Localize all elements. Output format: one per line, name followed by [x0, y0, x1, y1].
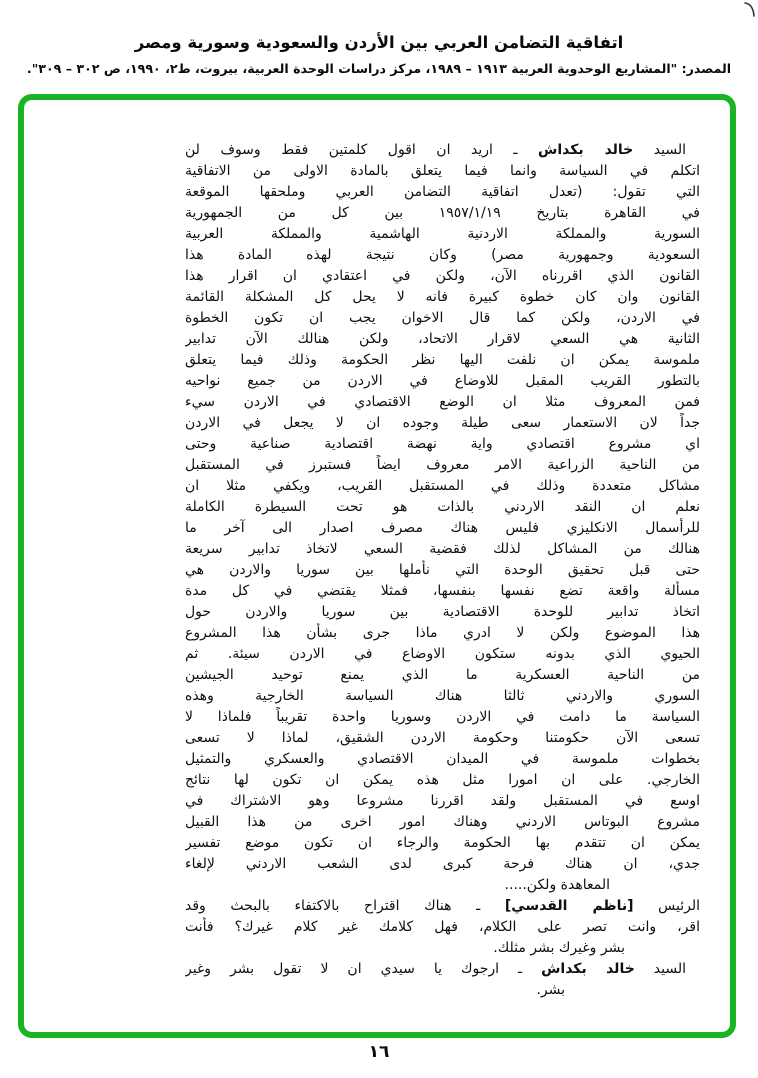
text-line — [185, 770, 700, 791]
speaker-name: خالد بكداش — [538, 142, 634, 158]
text-run: اقر، وانت تصر على الكلام، فهل كلامك غير كلام غيرك؟ فأنت — [185, 919, 700, 935]
text-run: بخطوات ملموسة في الميدان الاقتصادي والعسكري والتمثيل — [185, 751, 700, 767]
text-run: مشاكل متعددة وذلك في المستقبل القريب، ويكفي مثلا ان — [185, 478, 700, 494]
text-line — [185, 182, 700, 203]
text-line — [185, 707, 700, 728]
text-run: الثانية هي السعي لاقرار الاتحاد، ولكن هنالك الآن تدابير — [185, 331, 700, 347]
text-run: هنالك من المشاكل لذلك فقضية السعي لاتخاذ تدابير سريعة — [185, 541, 700, 557]
text-run: من الناحية العسكرية ما الذي يمنع توحيد الجيشين — [185, 667, 700, 683]
text-line — [185, 371, 700, 392]
text-line — [185, 140, 700, 161]
speaker-name: خالد بكداش — [541, 961, 635, 977]
text-line — [185, 266, 700, 287]
text-run: القانون وان كان خطوة كبيرة فانه لا يحل كل المشكلة القائمة — [185, 289, 700, 305]
text-run: نعلم ان النقد الاردني بالذات هو تحت السيطرة الكاملة — [185, 499, 700, 515]
text-run: ملموسة يمكن ان نلفت اليها نظر الحكومة وذلك فيما يتعلق — [185, 352, 700, 368]
text-run: مشروع البوتاس الاردني وهناك امور اخرى من هذا القبيل — [185, 814, 700, 830]
text-run: الحيوي الذي بدونه ستكون الاوضاع في الاردن سيئة. ثم — [185, 646, 700, 662]
text-run: المعاهدة ولكن..... — [504, 877, 610, 893]
text-line — [185, 665, 700, 686]
text-line — [185, 623, 700, 644]
text-run: اي مشروع اقتصادي واية نهضة اقتصادية صناعية وحتى — [185, 436, 700, 452]
text-line — [185, 350, 700, 371]
text-run: يمكن ان تتقدم بها الحكومة والرجاء ان تكون موضع تفسير — [185, 835, 700, 851]
source-citation: المصدر: "المشاريع الوحدوية العربية ١٩١٣ – ١٩٨٩، مركز دراسات الوحدة العربية، بيروت، ط٢، ١٩٩٠، ص ٣٠٢ – ٣٠٩". — [26, 61, 732, 76]
text-line — [185, 644, 700, 665]
text-run: من الناحية الزراعية الامر معروف ايضاً فستبرز في المستقبل — [185, 457, 700, 473]
text-run: القانون الذي اقررناه الآن، ولكن في اعتقادي ان اقرار هذا — [185, 268, 700, 284]
text-run: جدي، ان هناك فرحة كبرى لدى الشعب الاردني لإلغاء — [185, 856, 700, 872]
text-line — [185, 560, 700, 581]
text-run: اوسع في المستقبل ولقد اقررنا مشروعا وهو الاشتراك في — [185, 793, 700, 809]
text-run: السيد — [633, 142, 687, 158]
text-line — [185, 917, 700, 938]
text-run: في الاردن، ولكن كما قال الاخوان يجب ان تكون الخطوة — [185, 310, 700, 326]
stray-pen-mark-icon — [743, 1, 757, 18]
text-line — [185, 518, 700, 539]
text-line — [185, 728, 700, 749]
text-line — [185, 455, 700, 476]
text-run: مسألة واقعة تضع نفسها بنفسها، فمثلا يقتضي في كل مدة — [185, 583, 700, 599]
text-run: الرئيس — [633, 898, 700, 914]
page-number: ١٦ — [368, 1042, 390, 1062]
text-run: في القاهرة بتاريخ ١٩٥٧/١/١٩ بين كل من الجمهورية — [185, 205, 700, 221]
text-line — [185, 224, 700, 245]
document-title: اتفاقية التضامن العربي بين الأردن والسعودية وسورية ومصر — [134, 33, 624, 52]
text-run: ـ ارجوك يا سيدي ان لا تقول بشر وغير — [185, 961, 542, 977]
text-run: ـ اريد ان اقول كلمتين فقط وسوف لن — [185, 142, 539, 158]
text-line — [185, 329, 700, 350]
text-run: ـ هناك اقتراح بالاكتفاء بالبحث وقد — [185, 898, 505, 914]
text-run: السعودية وجمهورية مصر) وكان نتيجة لهذه المادة هذا — [185, 247, 700, 263]
text-line — [185, 161, 700, 182]
text-run: حتى قبل تحقيق الوحدة التي نأملها بين سوريا والاردن هي — [185, 562, 700, 578]
text-line — [185, 980, 700, 1001]
text-run: بالتطور القريب المقبل للاوضاع في الاردن من جميع نواحيه — [185, 373, 700, 389]
text-run: السوري والاردني ثالثا هناك السياسة الخارجية وهذه — [185, 688, 700, 704]
speaker-name: [ناظم القدسي] — [504, 898, 634, 914]
text-run: اتخاذ تدابير للوحدة الاقتصادية بين سوريا والاردن حول — [185, 604, 700, 620]
text-line — [185, 749, 700, 770]
text-line — [185, 875, 700, 896]
text-line — [185, 245, 700, 266]
text-run: بشر وغيرك بشر مثلك. — [493, 940, 625, 956]
text-line — [185, 959, 700, 980]
text-run: للرأسمال الانكليزي فليس هناك مصرف اصدار الى آخر ما — [185, 520, 700, 536]
text-line — [185, 812, 700, 833]
text-run: الخارجي. على ان امورا مثل هذه يمكن ان تكون لها نتائج — [185, 772, 700, 788]
text-line — [185, 434, 700, 455]
text-line — [185, 686, 700, 707]
text-line — [185, 476, 700, 497]
text-run: السياسة ما دامت في الاردن وسوريا واحدة تقريباً فلماذا لا — [185, 709, 700, 725]
text-line — [185, 938, 700, 959]
text-line — [185, 203, 700, 224]
text-line — [185, 413, 700, 434]
text-run: تسعى الآن حكومتنا وحكومة الاردن الشقيق، لماذا لا تسعى — [185, 730, 700, 746]
body-text — [185, 140, 700, 1001]
text-run: اتكلم في السياسة وانما فيما يتعلق بالمادة الاولى من الاتفاقية — [185, 163, 700, 179]
text-run: جداً لان الاستعمار سعى طيلة وجوده ان لا يجعل في الاردن — [185, 415, 700, 431]
text-run: بشر. — [536, 982, 565, 998]
text-run: فمن المعروف مثلا ان الوضع الاقتصادي في الاردن سيء — [185, 394, 700, 410]
text-line — [185, 287, 700, 308]
text-run: التي تقول: (تعدل اتفاقية التضامن العربي وملحقها الموقعة — [185, 184, 700, 200]
text-line — [185, 791, 700, 812]
text-line — [185, 581, 700, 602]
text-run: السيد — [634, 961, 686, 977]
text-line — [185, 539, 700, 560]
text-line — [185, 497, 700, 518]
text-line — [185, 896, 700, 917]
text-line — [185, 308, 700, 329]
text-run: هذا الموضوع ولكن لا ادري ماذا جرى بشأن هذا المشروع — [185, 625, 700, 641]
text-line — [185, 392, 700, 413]
text-line — [185, 833, 700, 854]
text-run: السورية والمملكة الاردنية الهاشمية والمملكة العربية — [185, 226, 700, 242]
text-line — [185, 854, 700, 875]
text-line — [185, 602, 700, 623]
